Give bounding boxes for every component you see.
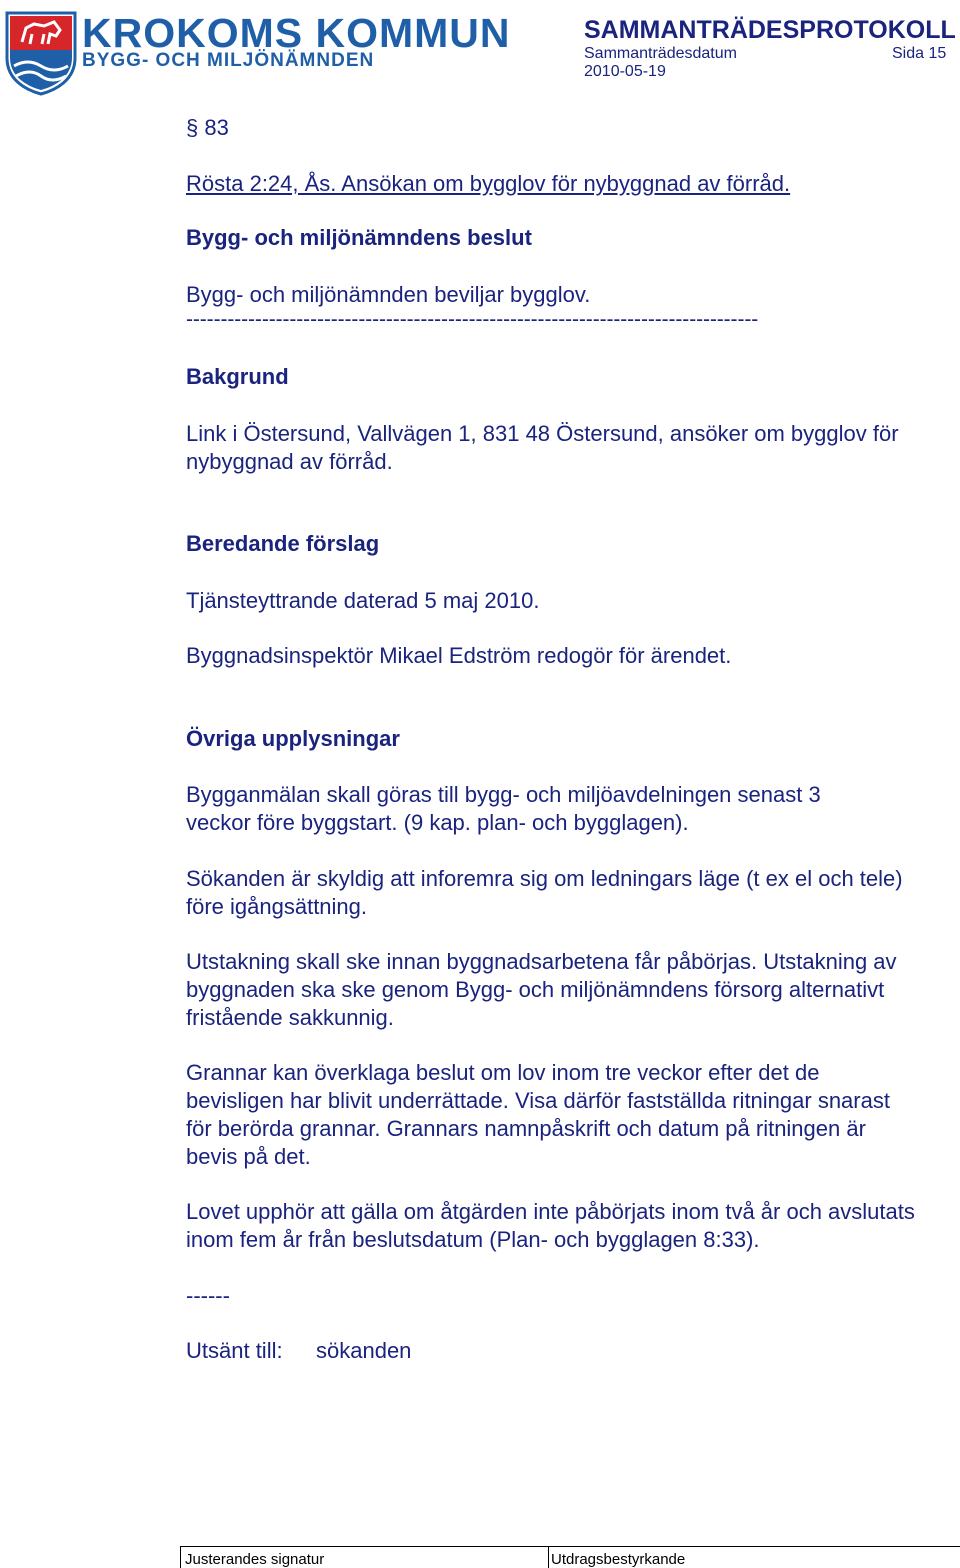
signature-box: [180, 1546, 548, 1568]
decision-text: Bygg- och miljönämnden beviljar bygglov.: [186, 282, 591, 307]
decision-heading: Bygg- och miljönämndens beslut: [186, 225, 532, 250]
meeting-date-label: Sammanträdesdatum: [584, 45, 737, 62]
meeting-date: 2010-05-19: [584, 63, 666, 80]
proposal-line: Byggnadsinspektör Mikael Edström redogör för ärendet.: [186, 643, 732, 668]
background-text: Link i Östersund, Vallvägen 1, 831 48 Östersund, ansöker om bygglov för nybyggnad av förråd.: [186, 421, 899, 474]
signature-label: Justerandes signatur: [185, 1551, 325, 1568]
extract-label: Utdragsbestyrkande: [551, 1551, 686, 1568]
separator-line: -----------------------------------------------------------------------------------: [186, 308, 759, 331]
other-info-heading: Övriga upplysningar: [186, 726, 400, 751]
proposal-line: Tjänsteyttrande daterad 5 maj 2010.: [186, 588, 540, 613]
protocol-title: SAMMANTRÄDESPROTOKOLL: [584, 16, 956, 44]
background-heading: Bakgrund: [186, 364, 289, 389]
other-info-paragraph: Utstakning skall ske innan byggnadsarbetena får påbörjas. Utstakning av byggnaden ska ske genom Bygg- och miljönämndens försorg alternativt fristående sakkunnig.: [186, 949, 897, 1030]
krokom-coat-of-arms-icon: [4, 10, 78, 96]
other-info-paragraph: Bygganmälan skall göras till bygg- och miljöavdelningen senast 3 veckor före byggstart. (9 kap. plan- och bygglagen).: [186, 782, 821, 835]
other-info-paragraph: Grannar kan överklaga beslut om lov inom tre veckor efter det de bevisligen har blivit underrättade. Visa därför fastställda ritningar snarast för berörda grannar. Grannars namnpåskrift och datum på ritningen är bevis på det.: [186, 1060, 890, 1169]
page-number: Sida 15: [892, 45, 947, 62]
organization-name: KROKOMS KOMMUN: [82, 10, 511, 56]
organization-subtitle: BYGG- OCH MILJÖNÄMNDEN: [82, 50, 375, 71]
sent-to-value: sökanden: [316, 1338, 412, 1363]
sent-to-label: Utsänt till:: [186, 1338, 283, 1363]
extract-box: [548, 1546, 960, 1568]
case-subject: Rösta 2:24, Ås. Ansökan om bygglov för nybyggnad av förråd.: [186, 171, 791, 196]
proposal-heading: Beredande förslag: [186, 531, 380, 556]
end-separator: ------: [186, 1283, 230, 1308]
paragraph-number: § 83: [186, 115, 229, 140]
other-info-paragraph: Lovet upphör att gälla om åtgärden inte påbörjats inom två år och avslutats inom fem år från beslutsdatum (Plan- och bygglagen 8:33).: [186, 1199, 915, 1252]
other-info-paragraph: Sökanden är skyldig att inforemra sig om ledningars läge (t ex el och tele) före igångsättning.: [186, 866, 903, 919]
